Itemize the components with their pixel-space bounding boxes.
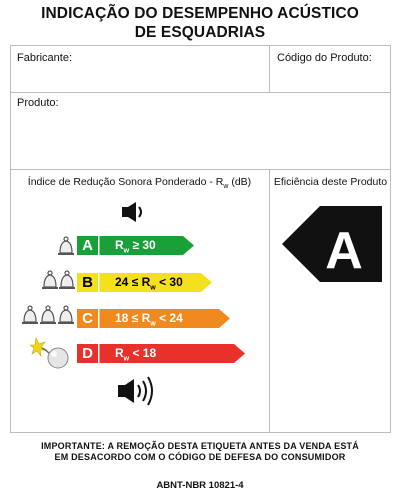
efficiency-title: Eficiência deste Produto — [273, 176, 388, 188]
product-code-label: Código do Produto: — [277, 52, 372, 64]
rating-letter: C — [82, 310, 93, 327]
rating-range: $R_w < 18$ — [115, 346, 157, 363]
divider — [269, 45, 270, 92]
bell-icon — [41, 270, 59, 292]
speaker-low-icon — [121, 201, 147, 223]
warning-line-2: EM DESACORDO COM O CÓDIGO DE DEFESA DO CONSUMIDOR — [54, 452, 346, 462]
rating-letter: D — [82, 345, 93, 362]
title-line-1: INDICAÇÃO DO DESEMPENHO ACÚSTICO — [41, 5, 359, 22]
bell-icon — [21, 305, 39, 327]
norm-reference: ABNT-NBR 10821-4 — [156, 480, 244, 491]
bomb-icon — [30, 336, 72, 370]
rating-band-a — [77, 236, 194, 255]
bell-icon — [57, 305, 75, 327]
rating-band-d — [77, 344, 245, 363]
bell-icon — [57, 236, 75, 258]
bell-icon — [39, 305, 57, 327]
manufacturer-label: Fabricante: — [17, 52, 73, 64]
speaker-loud-icon — [117, 376, 161, 406]
divider — [10, 169, 391, 170]
rating-band-c — [77, 309, 230, 328]
efficiency-grade: A — [325, 222, 363, 280]
product-label: Produto: — [17, 97, 59, 109]
warning-line-1: IMPORTANTE: A REMOÇÃO DESTA ETIQUETA ANTES DA VENDA ESTÁ — [41, 441, 359, 451]
label-title — [0, 4, 400, 42]
rating-range: $24 \le R_w < 30$ — [115, 275, 183, 292]
rating-range: $18 \le R_w < 24$ — [115, 311, 183, 328]
divider — [10, 92, 391, 93]
title-line-2: DE ESQUADRIAS — [134, 24, 266, 41]
rating-band-b — [77, 273, 212, 292]
warning-notice — [0, 441, 400, 463]
rating-range: $R_w \ge 30$ — [115, 238, 156, 255]
rating-letter: B — [82, 274, 93, 291]
divider — [269, 169, 270, 433]
rating-title: Índice de Redução Sonora Ponderado - $R_w$ (dB) — [27, 176, 252, 191]
bell-icon — [58, 270, 76, 292]
efficiency-indicator — [282, 206, 382, 287]
rating-letter: A — [82, 237, 93, 254]
